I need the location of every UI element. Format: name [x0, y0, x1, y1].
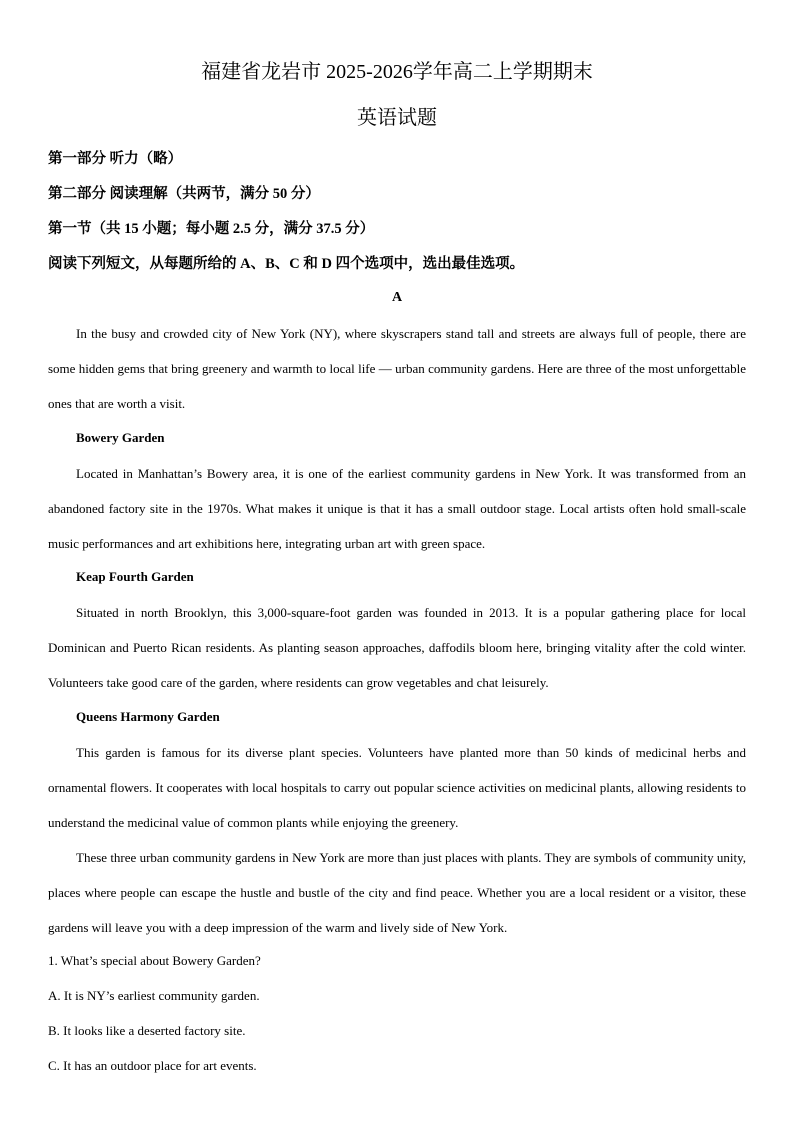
garden-text-queens-harmony: This garden is famous for its diverse plant species. Volunteers have planted more than 50 kinds of medicinal herbs and ornamental flowers. It cooperates with local hospitals to carry out popular science activities on medicinal plants, allowing residents to understand the medicinal value of common plants while enjoying the greenery. [48, 745, 746, 830]
question-1-option-a: A. It is NY’s earliest community garden. [48, 988, 260, 1003]
passage-letter: A [391, 290, 403, 305]
garden-text-keap-fourth: Situated in north Brooklyn, this 3,000-square-foot garden was founded in 2013. It is a popular gathering place for local Dominican and Puerto Rican residents. As planting season approaches, daffodils bloom here, bringing vitality after the cold winter. Volunteers take good care of the garden, where residents can grow vegetables and chat leisurely. [48, 605, 746, 690]
garden-name-bowery: Bowery Garden [76, 430, 165, 445]
document-title: 福建省龙岩市 2025-2026学年高二上学期期末 [201, 61, 593, 83]
instruction-text: 阅读下列短文，从每题所给的 A、B、C 和 D 四个选项中，选出最佳选项。 [48, 256, 525, 272]
passage-conclusion: These three urban community gardens in New York are more than just places with plants. They are symbols of community unity, places where people can escape the hustle and bustle of the city and find peace. Whether you are a local resident or a visitor, these gardens will leave you with a deep impression of the warm and lively side of New York. [48, 850, 746, 935]
passage-intro: In the busy and crowded city of New York (NY), where skyscrapers stand tall and streets are always full of people, there are some hidden gems that bring greenery and warmth to local life — urban community gardens. Here are three of the most unforgettable ones that are worth a visit. [48, 326, 746, 411]
part-one-heading: 第一部分 听力（略） [48, 151, 183, 167]
question-1-option-c: C. It has an outdoor place for art events. [48, 1058, 257, 1073]
question-1-option-b: B. It looks like a deserted factory site. [48, 1023, 246, 1038]
document-subtitle: 英语试题 [357, 107, 437, 129]
garden-name-queens-harmony: Queens Harmony Garden [76, 709, 220, 724]
garden-name-keap-fourth: Keap Fourth Garden [76, 569, 194, 584]
garden-text-bowery: Located in Manhattan’s Bowery area, it is one of the earliest community gardens in New York. It was transformed from an abandoned factory site in the 1970s. What makes it unique is that it has a small outdoor stage. Local artists often hold small-scale music performances and art exhibitions here, integrating urban art with green space. [48, 466, 746, 551]
question-1-stem: 1. What’s special about Bowery Garden? [48, 953, 261, 968]
part-two-heading: 第二部分 阅读理解（共两节，满分 50 分） [48, 186, 320, 202]
section-one-heading: 第一节（共 15 小题；每小题 2.5 分，满分 37.5 分） [48, 221, 375, 237]
